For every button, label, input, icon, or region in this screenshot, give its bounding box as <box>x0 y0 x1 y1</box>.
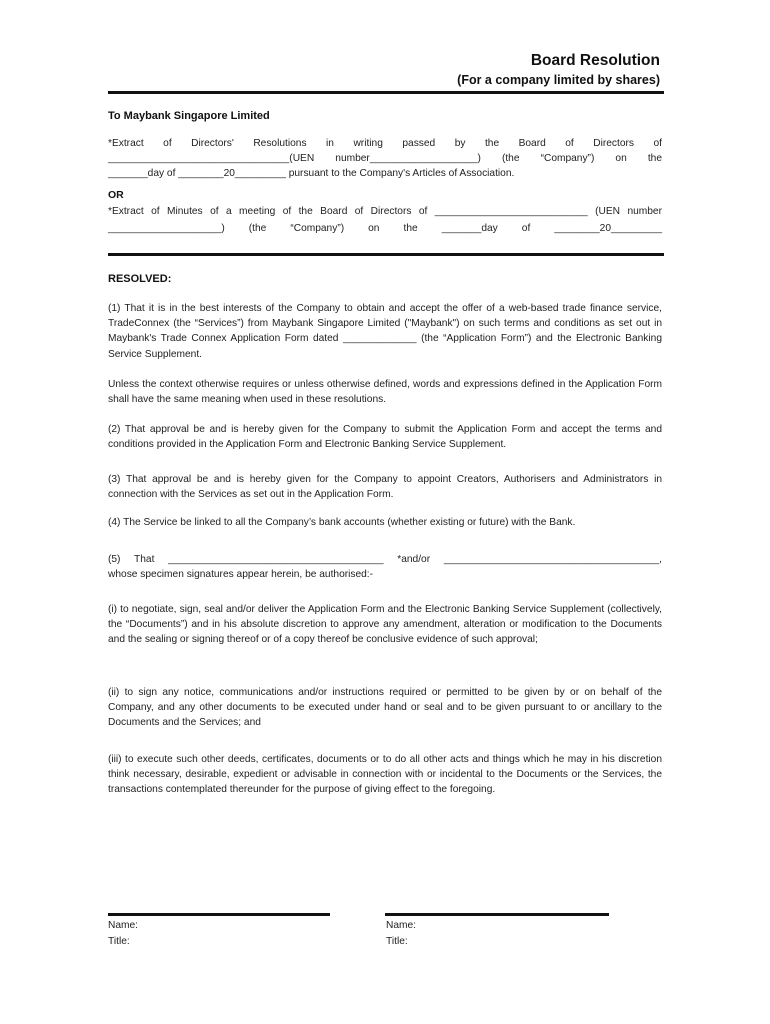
extract-meeting-line-2: ____________________) (the “Company”) on the _______day of ________20_________ <box>108 223 662 234</box>
signatory-1-name-label: Name: <box>108 920 139 931</box>
extract-meeting-line-1: *Extract of Minutes of a meeting of the Board of Directors of ___________________________ (UEN number <box>108 206 662 217</box>
section-divider <box>108 253 664 256</box>
signature-line-2 <box>385 913 609 916</box>
extract-written-line-2: ________________________________(UEN number___________________) (the “Company”) on the <box>108 153 662 164</box>
resolution-5-line-2: whose specimen signatures appear herein, be authorised:- <box>108 569 374 580</box>
header-divider <box>108 91 664 94</box>
or-label: OR <box>108 189 124 201</box>
signatory-1-title-label: Title: <box>108 936 130 947</box>
definitions-paragraph: Unless the context otherwise requires or unless otherwise defined, words and expressions defined in the Application Form shall have the same meaning when used in these resolutions. <box>108 379 662 406</box>
authority-iii: (iii) to execute such other deeds, certificates, documents or to do all other acts and things which he may in his discretion think necessary, desirable, expedient or advisable in connection with or incidental to the Documents or the Services, the transactions contemplated thereunder for the purpose of giving effect to the foregoing. <box>108 754 662 796</box>
signatory-2-title-label: Title: <box>386 936 408 947</box>
addressee: To Maybank Singapore Limited <box>108 110 270 122</box>
resolution-5-line-1: (5) That ______________________________________ *and/or ______________________________________, <box>108 554 662 565</box>
resolution-2: (2) That approval be and is hereby given for the Company to submit the Application Form and accept the terms and conditions provided in the Application Form and Electronic Banking Service Supplement. <box>108 424 662 451</box>
authority-i: (i) to negotiate, sign, seal and/or deliver the Application Form and the Electronic Banking Service Supplement (collectively, the “Documents”) and in his absolute discretion to approve any amendment, alteration or modification to the Documents and the sealing or signing thereof or of a copy thereof be conclusive evidence of such approval; <box>108 604 662 646</box>
document-subtitle: (For a company limited by shares) <box>457 73 660 87</box>
signatory-2-name-label: Name: <box>386 920 417 931</box>
authority-ii: (ii) to sign any notice, communications and/or instructions required or permitted to be given by or on behalf of the Company, and any other documents to be executed under hand or seal and to be given pursuant to or ancillary to the Documents and the Services; and <box>108 687 662 729</box>
resolved-label: RESOLVED: <box>108 273 172 285</box>
signature-line-1 <box>108 913 330 916</box>
resolution-4: (4) The Service be linked to all the Company’s bank accounts (whether existing or future) with the Bank. <box>108 517 576 528</box>
extract-written-line-3: _______day of ________20_________ pursuant to the Company's Articles of Association. <box>108 168 515 179</box>
resolution-3: (3) That approval be and is hereby given for the Company to appoint Creators, Authorisers and Administrators in connection with the Services as set out in the Application Form. <box>108 474 662 501</box>
resolution-1: (1) That it is in the best interests of the Company to obtain and accept the offer of a web-based trade finance service, TradeConnex (the “Services”) from Maybank Singapore Limited ("Maybank") on such terms and conditions as set out in Maybank's Trade Connex Application Form dated _____________ (the “Application Form”) and the Electronic Banking Service Supplement. <box>108 303 662 360</box>
document-title: Board Resolution <box>530 52 660 69</box>
extract-written-line-1: *Extract of Directors' Resolutions in writing passed by the Board of Directors of <box>108 138 662 149</box>
